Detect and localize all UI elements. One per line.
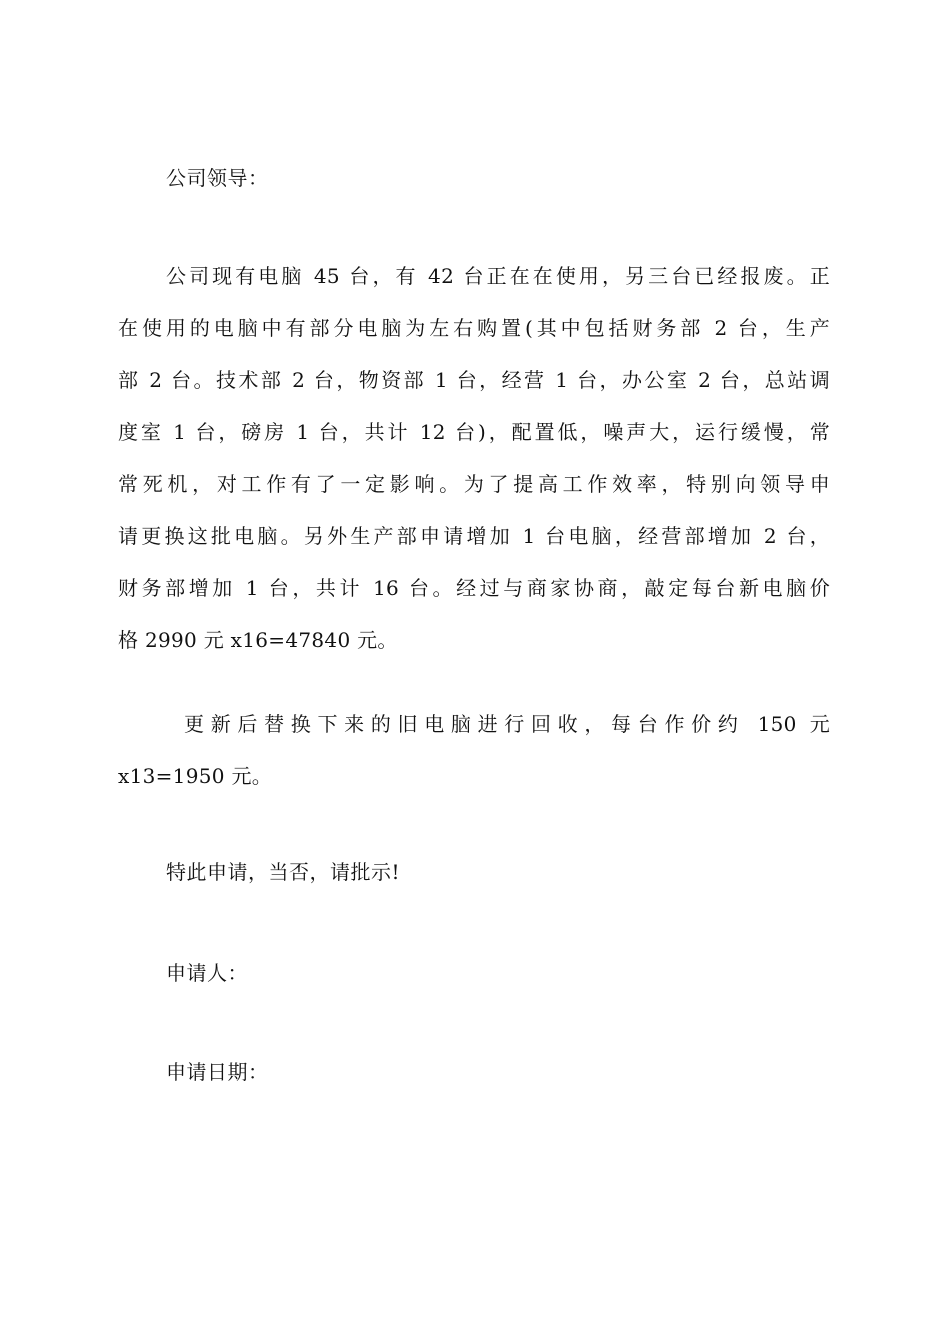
application-date-label: 申请日期： — [166, 1060, 269, 1084]
body-paragraph-2 — [118, 710, 830, 814]
paragraph-1-line: 请更换这批电脑。另外生产部申请增加 1 台电脑，经营部增加 2 台， — [118, 524, 830, 548]
body-paragraph-1 — [118, 262, 830, 678]
applicant-label: 申请人： — [166, 961, 248, 985]
closing-request: 特此申请，当否，请批示! — [166, 860, 401, 884]
paragraph-2-line: 更新后替换下来的旧电脑进行回收，每台作价约 150 元 — [184, 712, 830, 736]
paragraph-2-line: x13=1950 元。 — [118, 764, 273, 788]
paragraph-1-line: 财务部增加 1 台，共计 16 台。经过与商家协商，敲定每台新电脑价 — [118, 576, 830, 600]
paragraph-1-line: 部 2 台。技术部 2 台，物资部 1 台，经营 1 台，办公室 2 台，总站调 — [118, 368, 830, 392]
paragraph-1-line: 度室 1 台，磅房 1 台，共计 12 台)，配置低，噪声大，运行缓慢，常 — [118, 420, 830, 444]
paragraph-1-line: 在使用的电脑中有部分电脑为左右购置(其中包括财务部 2 台，生产 — [118, 316, 830, 340]
salutation: 公司领导： — [166, 166, 269, 190]
paragraph-1-line: 格 2990 元 x16=47840 元。 — [118, 628, 398, 652]
paragraph-1-line: 公司现有电脑 45 台，有 42 台正在在使用，另三台已经报废。正 — [166, 264, 830, 288]
paragraph-1-line: 常死机，对工作有了一定影响。为了提高工作效率，特别向领导申 — [118, 472, 830, 496]
